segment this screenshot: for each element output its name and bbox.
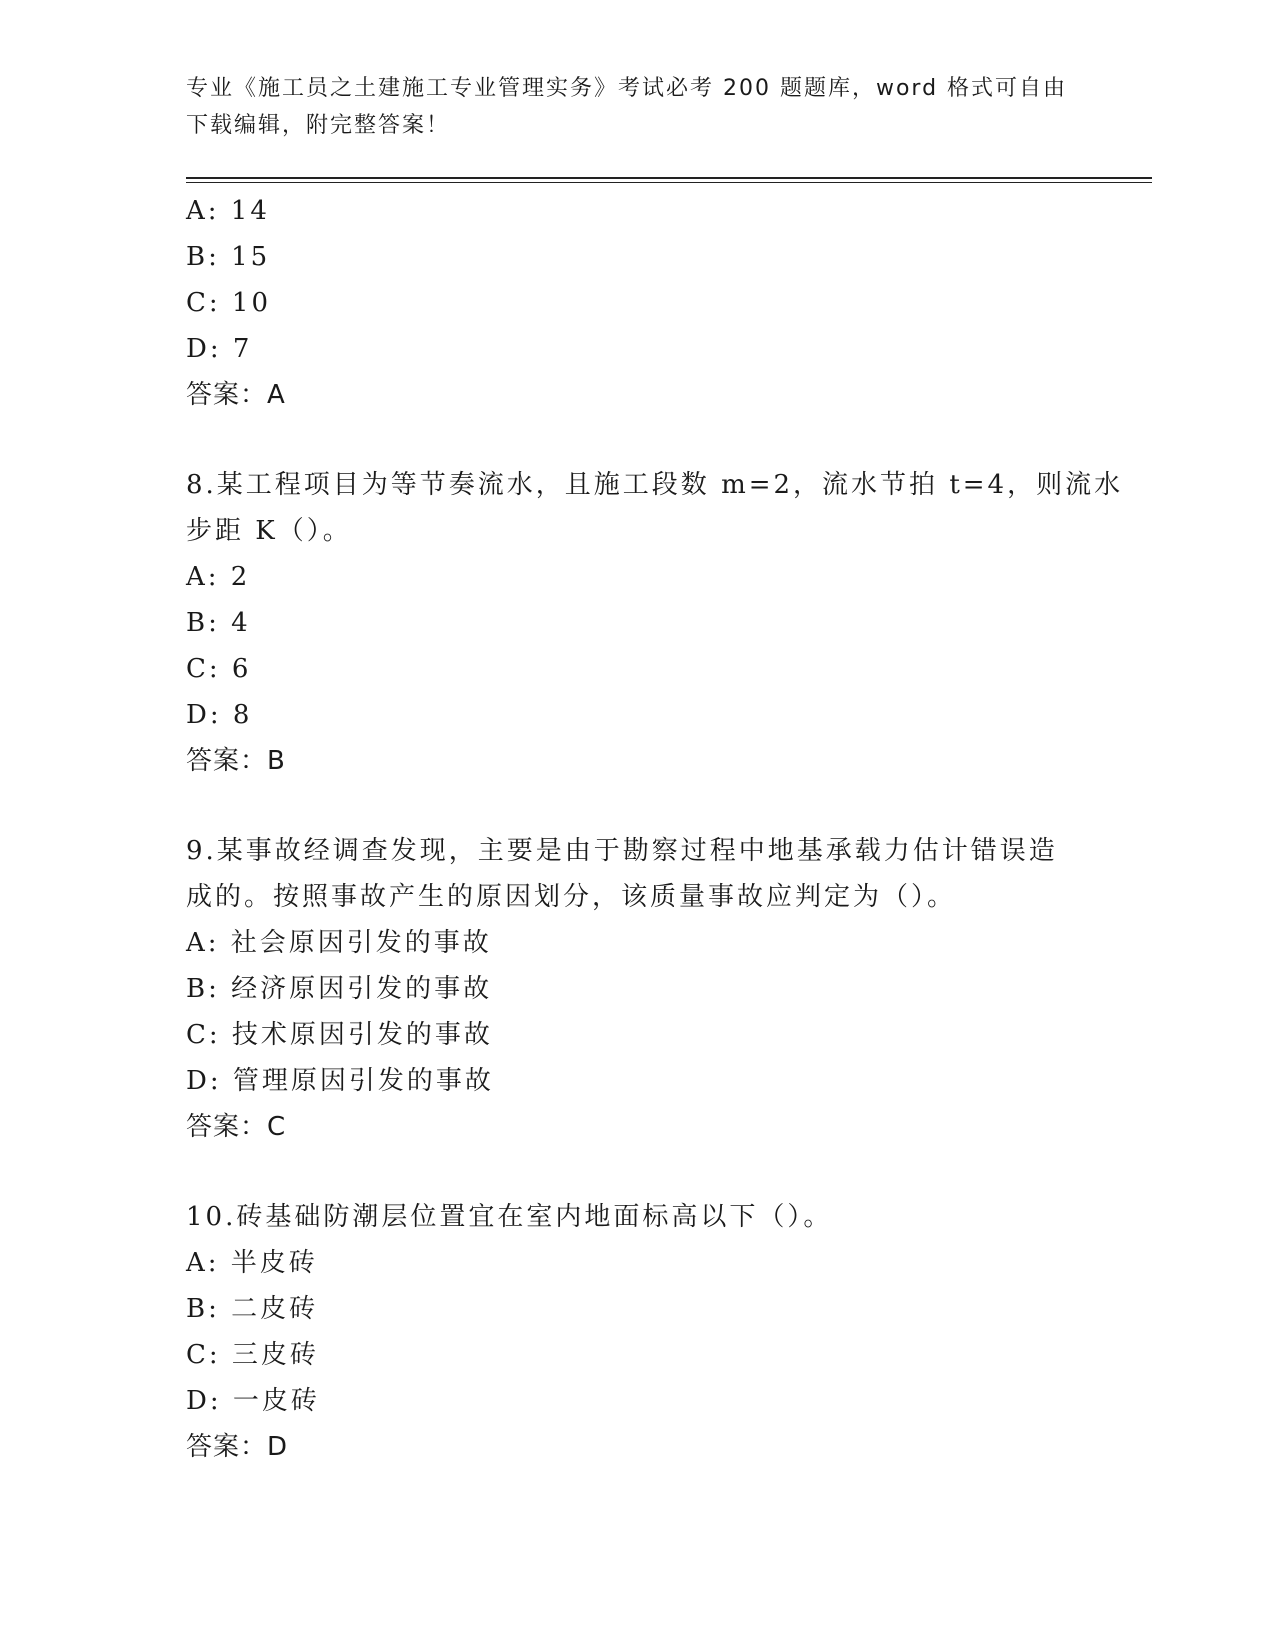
option-c: C: 10 (186, 288, 272, 318)
document-header (186, 70, 1086, 144)
option-d: D: 一皮砖 (186, 1386, 320, 1416)
option-c: C: 三皮砖 (186, 1340, 319, 1370)
option-d: D: 管理原因引发的事故 (186, 1066, 494, 1096)
option-a: A: 社会原因引发的事故 (186, 928, 492, 958)
question-list (186, 188, 1124, 1470)
option-b: B: 经济原因引发的事故 (186, 974, 493, 1004)
header-divider-thin (186, 182, 1152, 183)
option-b: B: 15 (186, 242, 271, 272)
option-b: B: 二皮砖 (186, 1294, 319, 1324)
option-d: D: 7 (186, 334, 253, 364)
option-c: C: 技术原因引发的事故 (186, 1020, 493, 1050)
option-a: A: 2 (186, 562, 251, 592)
answer-line: 答案：B (186, 746, 286, 776)
answer-line: 答案：D (186, 1432, 289, 1462)
question-text-line-2: 成的。按照事故产生的原因划分，该质量事故应判定为（）。 (186, 882, 957, 912)
question-7-block (186, 188, 1106, 418)
answer-line: 答案：A (186, 380, 286, 410)
answer-line: 答案：C (186, 1112, 287, 1142)
question-text-line-1: 10.砖基础防潮层位置宜在室内地面标高以下（）。 (186, 1202, 833, 1232)
question-8-block (186, 462, 1124, 784)
option-a: A: 14 (186, 196, 270, 226)
header-divider-thick (186, 177, 1152, 179)
question-text-line-2: 步距 K（）。 (186, 516, 352, 546)
option-d: D: 8 (186, 700, 253, 730)
option-b: B: 4 (186, 608, 251, 638)
question-9-block (186, 828, 1106, 1150)
option-a: A: 半皮砖 (186, 1248, 318, 1278)
question-text-line-1: 9.某事故经调查发现，主要是由于勘察过程中地基承载力估计错误造 (186, 836, 1058, 866)
question-text-line-1: 8.某工程项目为等节奏流水，且施工段数 m=2，流水节拍 t=4，则流水 (186, 470, 1124, 500)
question-10-block (186, 1194, 1106, 1470)
header-line-1: 专业《施工员之土建施工专业管理实务》考试必考 200 题题库，word 格式可自由 (186, 76, 1068, 101)
header-line-2: 下载编辑，附完整答案！ (186, 113, 451, 138)
option-c: C: 6 (186, 654, 252, 684)
